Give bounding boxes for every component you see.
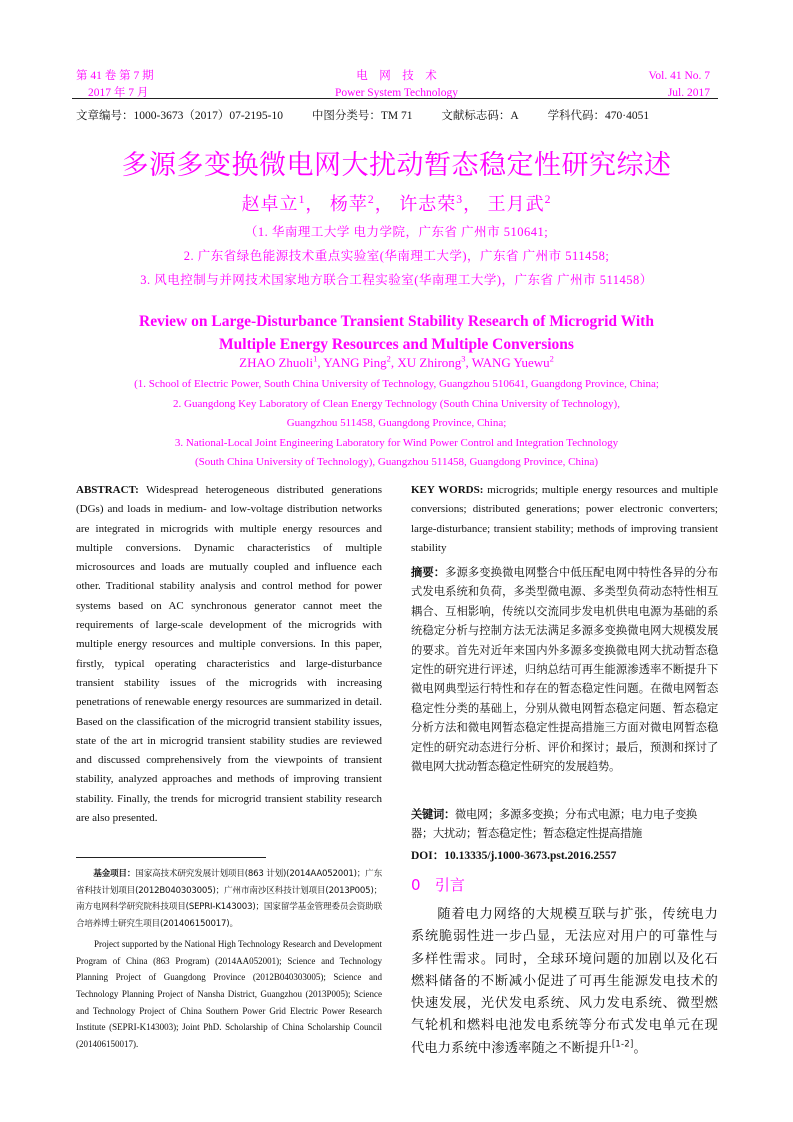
affiliation: 2. 广东省绿色能源技术重点实验室(华南理工大学)，广东省 广州市 511458; xyxy=(183,249,610,263)
funding-en-text: Project supported by the National High Technology Research and Development Program of China (863 Program) (2014AA052001); Science and Technology Planning Project of Guangdong Province (2012B040303005); Science and Technology Planning Project of Nansha District, Guangzhou (2013P005); Science and Technology Project of China Southern Power Grid Electric Power Research Institute (SEPRI-K143003); Joint PhD. Scholarship of China Scholarship Council (201406150017). xyxy=(76,938,382,1050)
funding-label: 基金项目： xyxy=(93,869,136,879)
title-en-line: Multiple Energy Resources and Multiple Conversions xyxy=(219,336,574,353)
footnote-rule xyxy=(76,857,266,858)
keywords-cn-text: 微电网；多源多变换；分布式电源；电力电子变换器；大扰动；暂态稳定性；暂态稳定性提高措施 xyxy=(411,808,697,841)
section-title: 引言 xyxy=(434,876,465,894)
volume-en: Vol. 41 No. 7 xyxy=(648,70,710,82)
citation[interactable]: [1-2] xyxy=(611,1039,634,1050)
author: 王月武 xyxy=(487,194,545,214)
author-sup: 2 xyxy=(544,193,552,206)
author-sup: 3 xyxy=(461,353,466,364)
authors-cn: 赵卓立$^1$， 杨苹$^2$， 许志荣$^3$， 王月武$^2$ xyxy=(241,193,552,214)
journal-name-en: Power System Technology xyxy=(335,87,458,99)
author: XU Zhirong xyxy=(397,355,462,370)
affiliation: (South China University of Technology), Guangzhou 511458, Guangdong Province, China) xyxy=(194,456,599,468)
author-sup: 3 xyxy=(456,193,464,206)
keywords-text: microgrids; multiple energy resources and multiple conversions; distributed generations; power electronic converters; large-disturbance; transient stability; methods of improving transient stability xyxy=(411,484,718,554)
author-sup: 2 xyxy=(386,353,391,364)
author-sup: 1 xyxy=(313,353,318,364)
article-meta xyxy=(76,107,675,123)
article-number: 文章编号：1000-3673（2017）07-2195-10 xyxy=(76,110,283,122)
intro-paragraph xyxy=(411,904,718,1060)
document-code: 文献标志码：A xyxy=(441,110,519,122)
title-en-line: Review on Large-Disturbance Transient Stability Research of Microgrid With xyxy=(139,313,654,330)
affiliations-cn xyxy=(0,220,793,292)
author: 赵卓立 xyxy=(241,194,299,214)
author: WANG Yuewu xyxy=(471,355,550,370)
section-number: 0 xyxy=(411,876,421,894)
date-en: Jul. 2017 xyxy=(667,87,710,99)
affiliation: 3. National-Local Joint Engineering Laboratory for Wind Power Control and Integration Technology xyxy=(174,436,619,449)
volume-issue-en xyxy=(649,68,710,102)
abstract-text: Widespread heterogeneous distributed generations (DGs) and loads in medium- and low-voltage distribution networks are integrated in microgrids with multiple energy resources and multiple conversions. Dynamic characteristics of multiple microsources and loads are mutually coupled and influence each other. Traditional stability analysis and control method for power systems based on AC synchronous generator cannot meet the requirements of large-scale development of the microgrids with multiple energy resources and multiple conversions. In this paper, firstly, typical operating characteristics and large-disturbance transient stability issues of the microgrids with increasing penetrations of renewable energy resources are summarized in detail. Based on the classification of the microgrid transient stability issues, state of the art in microgrid transient stability studies are reviewed and discussed comprehensively from the viewpoints of transient stability, analyzed approaches and methods of improving transient stability. Finally, the trends for microgrid transient stability research are also presented. xyxy=(76,484,382,825)
section-heading xyxy=(411,874,718,895)
intro-end: 。 xyxy=(633,1040,647,1056)
title-en xyxy=(0,310,793,356)
affiliation: Guangzhou 511458, Guangdong Province, China; xyxy=(286,417,507,429)
affiliations-en xyxy=(0,375,793,473)
author: ZHAO Zhuoli xyxy=(239,355,314,370)
date-cn: 2017 年 7 月 xyxy=(88,87,149,99)
funding-footnote xyxy=(76,866,382,1053)
keywords-label: KEY WORDS: xyxy=(411,484,484,496)
keywords-en xyxy=(411,481,718,558)
affiliation: 3. 风电控制与并网技术国家地方联合工程实验室(华南理工大学)，广东省 广州市 511458） xyxy=(140,273,653,287)
intro-text: 随着电力网络的大规模互联与扩张，传统电力系统脆弱性进一步凸显，无法应对用户的可靠性与多样性需求。同时，全球环境问题的加剧以及化石燃料储备的不断减小促进了可再生能源发电技术的快速发展，光伏发电系统、风力发电系统、微型燃气轮机和燃料电池发电系统等分布式发电单元在现代电力系统中渗透率随之不断提升 xyxy=(411,907,718,1056)
abstract-cn-label: 摘要： xyxy=(411,566,446,579)
keywords-cn-label: 关键词： xyxy=(411,808,455,821)
authors-en: ZHAO Zhuoli$^1$, YANG Ping$^2$, XU Zhirong$^3$, WANG Yuewu$^2$ xyxy=(239,353,554,370)
author: YANG Ping xyxy=(323,355,387,370)
author: 杨苹 xyxy=(329,194,368,214)
funding-cn-text: 国家高技术研究发展计划项目(863 计划)(2014AA052001)；广东省科技计划项目(2012B040303005)；广州市南沙区科技计划项目(2013P005)；南方电网科学研究院科技项目(SEPRI-K143003)；国家留学基金管理委员会资助联合培养博士研究生项目(201406150017)。 xyxy=(76,869,382,930)
author-sup: 1 xyxy=(298,193,306,206)
keywords-cn xyxy=(411,805,718,844)
author: 许志荣 xyxy=(399,194,457,214)
abstract-cn xyxy=(411,563,718,776)
clc-number: 中图分类号：TM 71 xyxy=(311,110,413,122)
header-rule xyxy=(72,98,718,99)
abstract-cn-text: 多源多变换微电网整合中低压配电网中特性各异的分布式发电系统和负荷，多类型微电源、多类型负荷动态特性相互耦合、互相影响，传统以交流同步发电机供电电源为基础的系统稳定分析与控制方法无法满足多源多变换微电网大规模发展的要求。首先对近年来国内外多源多变换微电网大扰动暂态稳定性的研究进行评述，归纳总结可再生能源渗透率不断提升下微电网典型运行特性和存在的暂态稳定性问题。在微电网暂态稳定性分类的基础上，分别从微电网暂态稳定问题、暂态稳定分析方法和微电网暂态稳定性提高措施三方面对微电网暂态稳定性的研究动态进行分析、评价和探讨；最后，预测和探讨了微电网大扰动暂态稳定性研究的发展趋势。 xyxy=(411,566,718,774)
author-sup: 2 xyxy=(549,353,554,364)
volume-cn: 第 41 卷 第 7 期 xyxy=(76,70,154,82)
subject-code: 学科代码：470·4051 xyxy=(547,110,650,122)
author-sup: 2 xyxy=(367,193,375,206)
journal-name-cn: 电 网 技 术 xyxy=(356,70,437,82)
abstract-en xyxy=(76,481,382,828)
abstract-label: ABSTRACT: xyxy=(76,484,139,496)
affiliation: (1. School of Electric Power, South China University of Technology, Guangzhou 510641, Guangdong Province, China; xyxy=(134,378,659,390)
doi[interactable]: DOI：10.13335/j.1000-3673.pst.2016.2557 xyxy=(411,850,617,862)
title-cn: 多源多变换微电网大扰动暂态稳定性研究综述 xyxy=(121,150,672,181)
affiliation: 2. Guangdong Key Laboratory of Clean Energy Technology (South China University of Technology), xyxy=(173,397,620,410)
affiliation: （1. 华南理工大学 电力学院，广东省 广州市 510641; xyxy=(244,225,549,239)
